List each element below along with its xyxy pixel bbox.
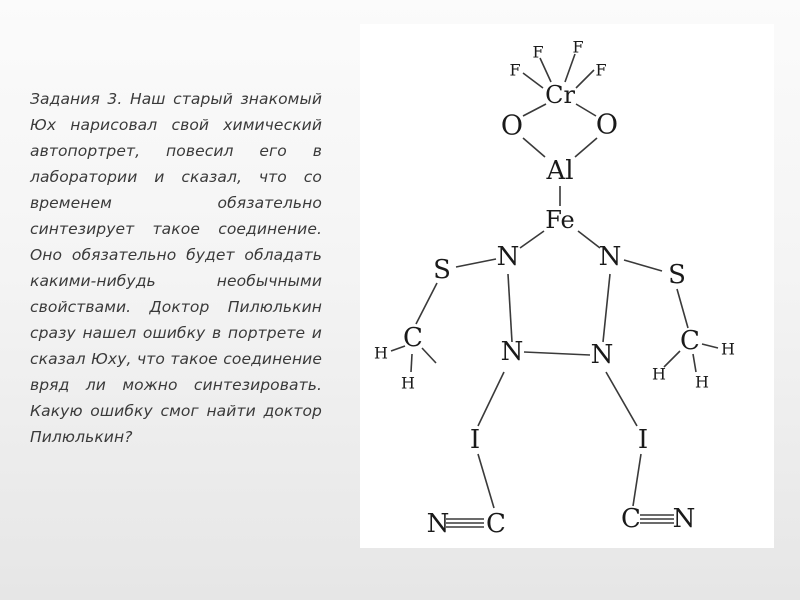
atom-o-left: O bbox=[500, 110, 524, 142]
atom-o-right: O bbox=[595, 109, 619, 141]
atoms bbox=[374, 38, 735, 540]
atom-c-cyano-right: C bbox=[621, 504, 641, 534]
bond-n-n-bottom bbox=[524, 352, 590, 355]
bond-o-left-al bbox=[523, 138, 545, 157]
bond-f-cr-1 bbox=[523, 73, 543, 88]
bond-c-h-right-3 bbox=[702, 344, 718, 348]
atom-c-left: C bbox=[403, 323, 423, 353]
atom-cr: Cr bbox=[545, 81, 575, 109]
atom-f1: F bbox=[509, 60, 521, 80]
bond-n-i-left bbox=[478, 372, 504, 426]
atom-n-lower-left: N bbox=[500, 337, 524, 367]
molecule-diagram bbox=[360, 24, 774, 548]
molecule-svg bbox=[360, 24, 774, 548]
bond-n-n-right bbox=[603, 274, 610, 342]
atom-i-left: I bbox=[469, 425, 481, 455]
bond-n-s-left bbox=[456, 259, 496, 267]
bond-fe-n-left bbox=[520, 231, 544, 248]
atom-f4: F bbox=[595, 60, 607, 80]
atom-n-upper-left: N bbox=[496, 242, 520, 272]
atom-al: Al bbox=[546, 156, 574, 186]
bond-cr-o-left bbox=[523, 104, 546, 116]
atom-fe: Fe bbox=[545, 206, 575, 234]
atom-i-right: I bbox=[637, 425, 649, 455]
atom-f3: F bbox=[572, 37, 584, 57]
task-text: Задания 3. Наш старый знакомый Юх нарисовал свой химический автопортрет, повесил его в лаборатории и сказал, что со временем обязательно синтезирует такое соединение. Оно обязательно будет обладать какими-нибудь необычными свойствами. Доктор Пилюлькин сразу нашел ошибку в портрете и сказал Юху, что такое соединение вряд ли можно синтезировать. Какую ошибку смог найти доктор Пилюлькин? bbox=[30, 90, 322, 446]
atom-h-left-2: H bbox=[401, 373, 415, 393]
bond-n-i-right bbox=[606, 372, 637, 426]
bond-i-c-left bbox=[478, 454, 494, 508]
atom-h-left-1: H bbox=[374, 343, 388, 363]
bond-fe-n-right bbox=[578, 231, 600, 248]
bond-s-c-left bbox=[416, 283, 437, 324]
bond-f-cr-4 bbox=[576, 70, 594, 88]
bond-c-h-left-3 bbox=[422, 348, 436, 363]
atom-h-right-2: H bbox=[695, 372, 709, 392]
atom-s-left: S bbox=[433, 255, 451, 285]
atom-c-right: C bbox=[680, 326, 700, 356]
atom-h-right-3: H bbox=[721, 339, 735, 359]
bond-n-s-right bbox=[624, 260, 662, 271]
atom-n-cyano-left: N bbox=[426, 509, 450, 539]
atom-n-lower-right: N bbox=[590, 340, 614, 370]
bond-c-h-left-2 bbox=[411, 354, 412, 372]
atom-n-cyano-right: N bbox=[672, 504, 696, 534]
bond-f-cr-2 bbox=[540, 58, 551, 82]
atom-n-upper-right: N bbox=[598, 242, 622, 272]
bond-c-h-right-1 bbox=[664, 351, 680, 367]
bond-o-right-al bbox=[575, 138, 597, 157]
atom-h-right-1: H bbox=[652, 364, 666, 384]
atom-f2: F bbox=[532, 42, 544, 62]
bond-c-h-right-2 bbox=[693, 354, 696, 372]
atom-s-right: S bbox=[668, 260, 686, 290]
bonds bbox=[391, 54, 718, 527]
atom-c-cyano-left: C bbox=[486, 509, 506, 539]
bond-n-n-left bbox=[508, 274, 512, 342]
bond-s-c-right bbox=[677, 289, 688, 328]
bond-cr-o-right bbox=[576, 104, 596, 116]
bond-f-cr-3 bbox=[565, 54, 575, 82]
bond-i-c-right bbox=[633, 454, 641, 506]
